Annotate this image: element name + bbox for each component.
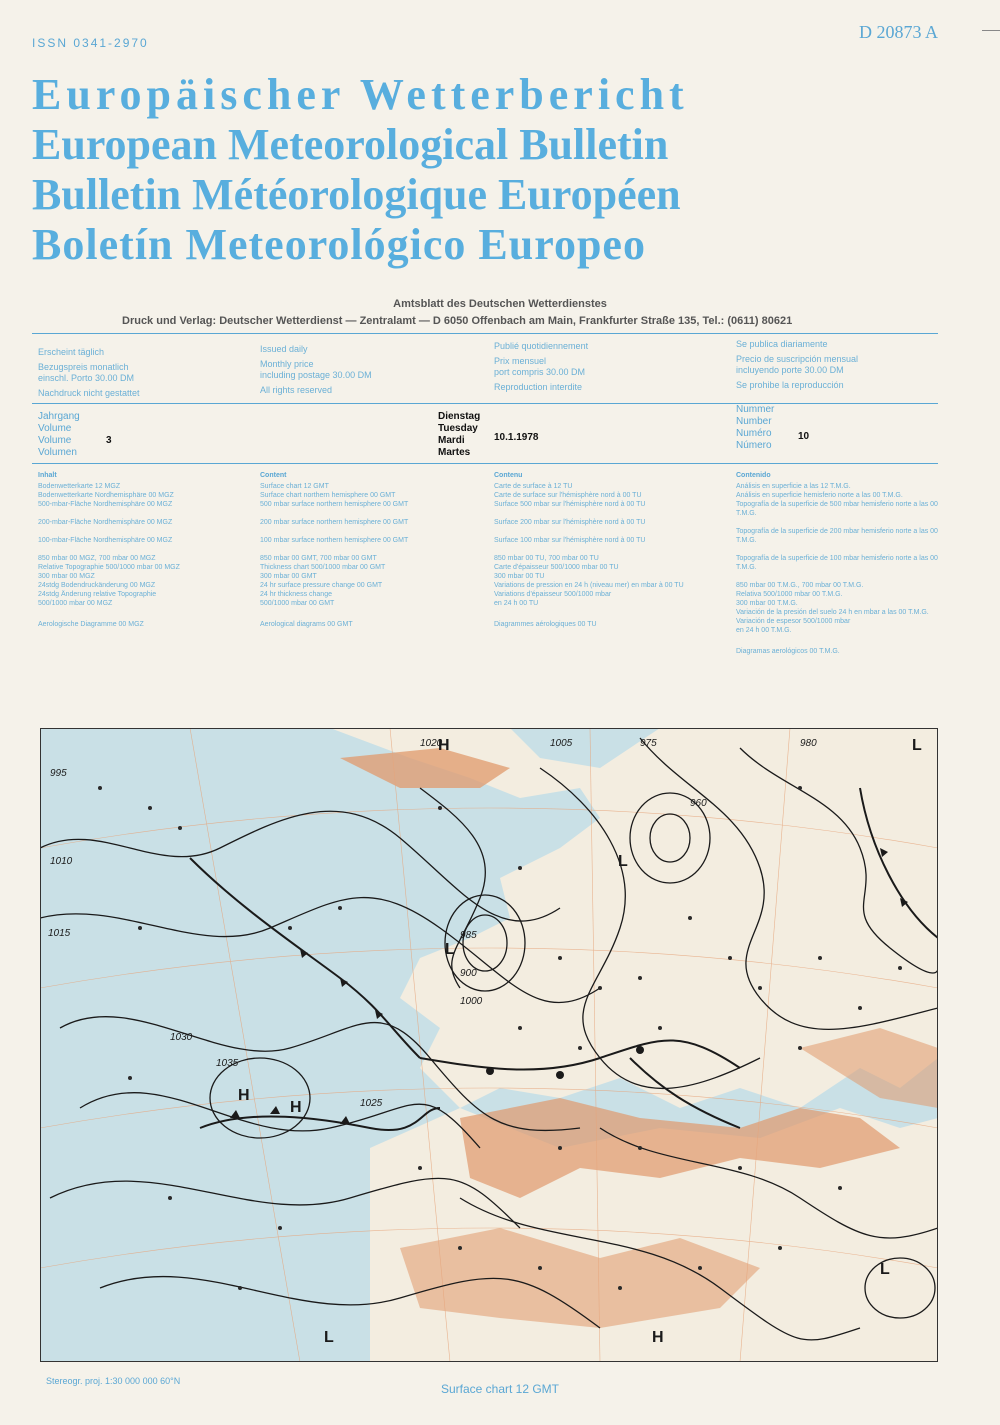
contents-spanish	[736, 471, 941, 656]
high-center: H	[652, 1329, 664, 1346]
volume-label: Volume	[38, 423, 72, 434]
contents-item: Topografía de la superficie de 500 mbar hemisferio norte a las 00 T.M.G.	[736, 501, 938, 517]
contents-item: 850 mbar 00 TU, 700 mbar 00 TU	[494, 555, 599, 562]
contents-item: Carte d'épaisseur 500/1000 mbar 00 TU	[494, 564, 619, 571]
high-center: H	[238, 1087, 250, 1104]
contents-item: 24stdg Bodendruckänderung 00 MGZ	[38, 582, 156, 589]
contents-item: 300 mbar 00 TU	[494, 573, 545, 580]
subscription-line: port compris 30.00 DM	[494, 367, 586, 377]
contents-item: Variación de la presión del suelo 24 h en mbar a las 00 T.M.G.	[736, 609, 929, 616]
low-center: L	[880, 1261, 890, 1278]
number-label: Nummer	[736, 404, 775, 415]
contents-item: 24stdg Änderung relative Topographie	[38, 591, 157, 598]
volume-number: 3	[106, 435, 112, 446]
title-german: Europäischer Wetterbericht	[32, 70, 689, 119]
high-center: H	[290, 1099, 302, 1116]
document-number: D 20873 A	[858, 22, 938, 42]
contents-item: 500/1000 mbar 00 GMT	[260, 600, 335, 607]
subscription-line: Se publica diariamente	[736, 339, 828, 349]
contents-item: Diagrammes aérologiques 00 TU	[494, 621, 597, 628]
number-label: Numéro	[736, 428, 772, 439]
contents-item: 300 mbar 00 T.M.G.	[736, 600, 798, 607]
volume-label: Jahrgang	[38, 411, 80, 422]
contents-item: Variations de pression en 24 h (niveau mer) en mbar à 00 TU	[494, 582, 684, 589]
weekday: Tuesday	[438, 423, 478, 434]
contents-item: Topografía de la superficie de 100 mbar hemisferio norte a las 00 T.M.G.	[736, 555, 938, 571]
subscription-line: Precio de suscripción mensual	[736, 354, 859, 364]
isobar-label: 900	[460, 968, 477, 979]
subscription-french	[494, 341, 588, 393]
title-english: European Meteorological Bulletin	[32, 120, 669, 169]
contents-item: Variación de espesor 500/1000 mbar	[736, 618, 851, 625]
number-label: Number	[736, 416, 772, 427]
contents-item: 850 mbar 00 GMT, 700 mbar 00 GMT	[260, 555, 377, 562]
isobar-label: 995	[50, 768, 67, 779]
isobar-label: 1035	[216, 1058, 239, 1069]
subscription-line: Prix mensuel	[494, 356, 547, 366]
low-center: L	[618, 853, 628, 870]
contents-heading: Contenido	[736, 472, 771, 479]
weekday: Dienstag	[438, 411, 481, 422]
isobar-label: 1020	[420, 738, 443, 749]
contents-french	[494, 471, 714, 629]
subscription-line: incluyendo porte 30.00 DM	[736, 365, 844, 375]
isobar-label: 1000	[460, 996, 483, 1007]
issue-date: 10.1.1978	[494, 432, 539, 443]
issn-number: ISSN 0341-2970	[32, 36, 149, 50]
contents-item: Análisis en superficie hemisferio norte a las 00 T.M.G.	[736, 492, 903, 499]
subscription-line: Erscheint täglich	[38, 347, 105, 357]
subscription-german	[38, 347, 140, 399]
contents-item: 200 mbar surface northern hemisphere 00 GMT	[260, 519, 409, 526]
subscription-line: All rights reserved	[260, 385, 333, 395]
contents-item: Surface chart 12 GMT	[260, 483, 329, 490]
contents-item: 850 mbar 00 T.M.G., 700 mbar 00 T.M.G.	[736, 582, 864, 589]
contents-item: Surface 100 mbar sur l'hémisphère nord à 00 TU	[494, 537, 646, 544]
low-center: L	[912, 737, 922, 754]
title-french: Bulletin Météorologique Européen	[32, 170, 681, 219]
isobar-label: 960	[690, 798, 707, 809]
divider	[32, 463, 938, 464]
contents-heading: Contenu	[494, 472, 523, 479]
low-center: L	[324, 1329, 334, 1346]
contents-item: Carte de surface à 12 TU	[494, 483, 573, 490]
chart-caption: Surface chart 12 GMT	[440, 1382, 560, 1396]
contents-item: 200-mbar-Fläche Nordhemisphäre 00 MGZ	[38, 519, 173, 526]
subscription-line: Publié quotidiennement	[494, 341, 589, 351]
subscription-line: Se prohibe la reproducción	[736, 380, 844, 390]
number-labels	[736, 404, 774, 452]
contents-item: Surface 500 mbar sur l'hémisphère nord à 00 TU	[494, 501, 646, 508]
subscription-line: einschl. Porto 30.00 DM	[38, 373, 135, 383]
isobar-label: 1025	[360, 1098, 383, 1109]
number-label: Número	[736, 440, 772, 451]
projection-note: Stereogr. proj. 1:30 000 000 60°N	[46, 1376, 181, 1386]
volume-labels	[38, 411, 80, 459]
divider	[32, 403, 938, 404]
volume-value	[106, 435, 112, 447]
subscription-line: Reproduction interdite	[494, 382, 583, 392]
contents-item: 300 mbar 00 GMT	[260, 573, 317, 580]
divider	[32, 333, 938, 334]
isobar-label: 980	[800, 738, 817, 749]
contents-heading: Inhalt	[38, 472, 57, 479]
contents-heading: Content	[260, 472, 287, 479]
contents-item: Surface 200 mbar sur l'hémisphère nord à 00 TU	[494, 519, 646, 526]
contents-item: 500 mbar surface northern hemisphere 00 GMT	[260, 501, 409, 508]
isobar-label: 1010	[50, 856, 73, 867]
volume-label: Volumen	[38, 447, 77, 458]
subscription-line: Nachdruck nicht gestattet	[38, 388, 140, 398]
low-center: L	[445, 941, 455, 958]
isobar-label: 1005	[550, 738, 573, 749]
subscription-english	[260, 344, 372, 396]
contents-item: Relative Topographie 500/1000 mbar 00 MGZ	[38, 564, 180, 571]
issue-number: 10	[798, 431, 810, 442]
contents-item: 500-mbar-Fläche Nordhemisphäre 00 MGZ	[38, 501, 173, 508]
isobar-label: 975	[640, 738, 657, 749]
contents-german	[38, 471, 258, 629]
contents-item: 100 mbar surface northern hemisphere 00 GMT	[260, 537, 409, 544]
weekday: Mardi	[438, 435, 465, 446]
contents-item: Aerologische Diagramme 00 MGZ	[38, 621, 144, 628]
contents-item: Surface chart northern hemisphere 00 GMT	[260, 492, 396, 499]
isobar-label: 985	[460, 930, 477, 941]
publisher-line: Druck und Verlag: Deutscher Wetterdienst — Zentralamt — D 6050 Offenbach am Main, Frankfurter Straße 135, Tel.: (0611) 80621	[122, 315, 793, 327]
contents-item: Análisis en superficie a las 12 T.M.G.	[736, 483, 851, 490]
title-spanish: Boletín Meteorológico Europeo	[32, 220, 646, 269]
subscription-line: Monthly price	[260, 359, 314, 369]
contents-item: 300 mbar 00 MGZ	[38, 573, 95, 580]
subscription-line: including postage 30.00 DM	[260, 370, 372, 380]
volume-label: Volume	[38, 435, 72, 446]
isobar-label: 1030	[170, 1032, 193, 1043]
contents-item: Variations d'épaisseur 500/1000 mbar	[494, 591, 612, 598]
weekday-labels	[438, 411, 480, 459]
masthead-titles	[32, 70, 942, 270]
subscription-line: Bezugspreis monatlich	[38, 362, 129, 372]
contents-item: Bodenwetterkarte Nordhemisphäre 00 MGZ	[38, 492, 174, 499]
high-center: H	[438, 737, 450, 754]
contents-item: Bodenwetterkarte 12 MGZ	[38, 483, 121, 490]
contents-item: 100-mbar-Fläche Nordhemisphäre 00 MGZ	[38, 537, 173, 544]
contents-item: 850 mbar 00 MGZ, 700 mbar 00 MGZ	[38, 555, 156, 562]
contents-item: Relativa 500/1000 mbar 00 T.M.G.	[736, 591, 843, 598]
surface-weather-map	[40, 728, 938, 1362]
official-gazette-line: Amtsblatt des Deutschen Wetterdienstes	[393, 298, 607, 310]
weekday: Martes	[438, 447, 471, 458]
subscription-spanish	[736, 339, 858, 391]
contents-item: Diagramas aerológicos 00 T.M.G.	[736, 648, 840, 655]
contents-english	[260, 471, 480, 629]
contents-item: Thickness chart 500/1000 mbar 00 GMT	[260, 564, 386, 571]
contents-item: en 24 h 00 TU	[494, 600, 539, 607]
page-edge-mark	[982, 30, 1000, 31]
contents-item: en 24 h 00 T.M.G.	[736, 627, 792, 634]
isobar-label: 1015	[48, 928, 71, 939]
contents-item: Topografía de la superficie de 200 mbar hemisferio norte a las 00 T.M.G.	[736, 528, 938, 544]
contents-item: 500/1000 mbar 00 MGZ	[38, 600, 113, 607]
contents-item: Carte de surface sur l'hémisphère nord à 00 TU	[494, 492, 642, 499]
contents-item: Aerological diagrams 00 GMT	[260, 621, 353, 628]
contents-item: 24 hr surface pressure change 00 GMT	[260, 582, 383, 589]
subscription-line: Issued daily	[260, 344, 308, 354]
contents-item: 24 hr thickness change	[260, 591, 332, 598]
